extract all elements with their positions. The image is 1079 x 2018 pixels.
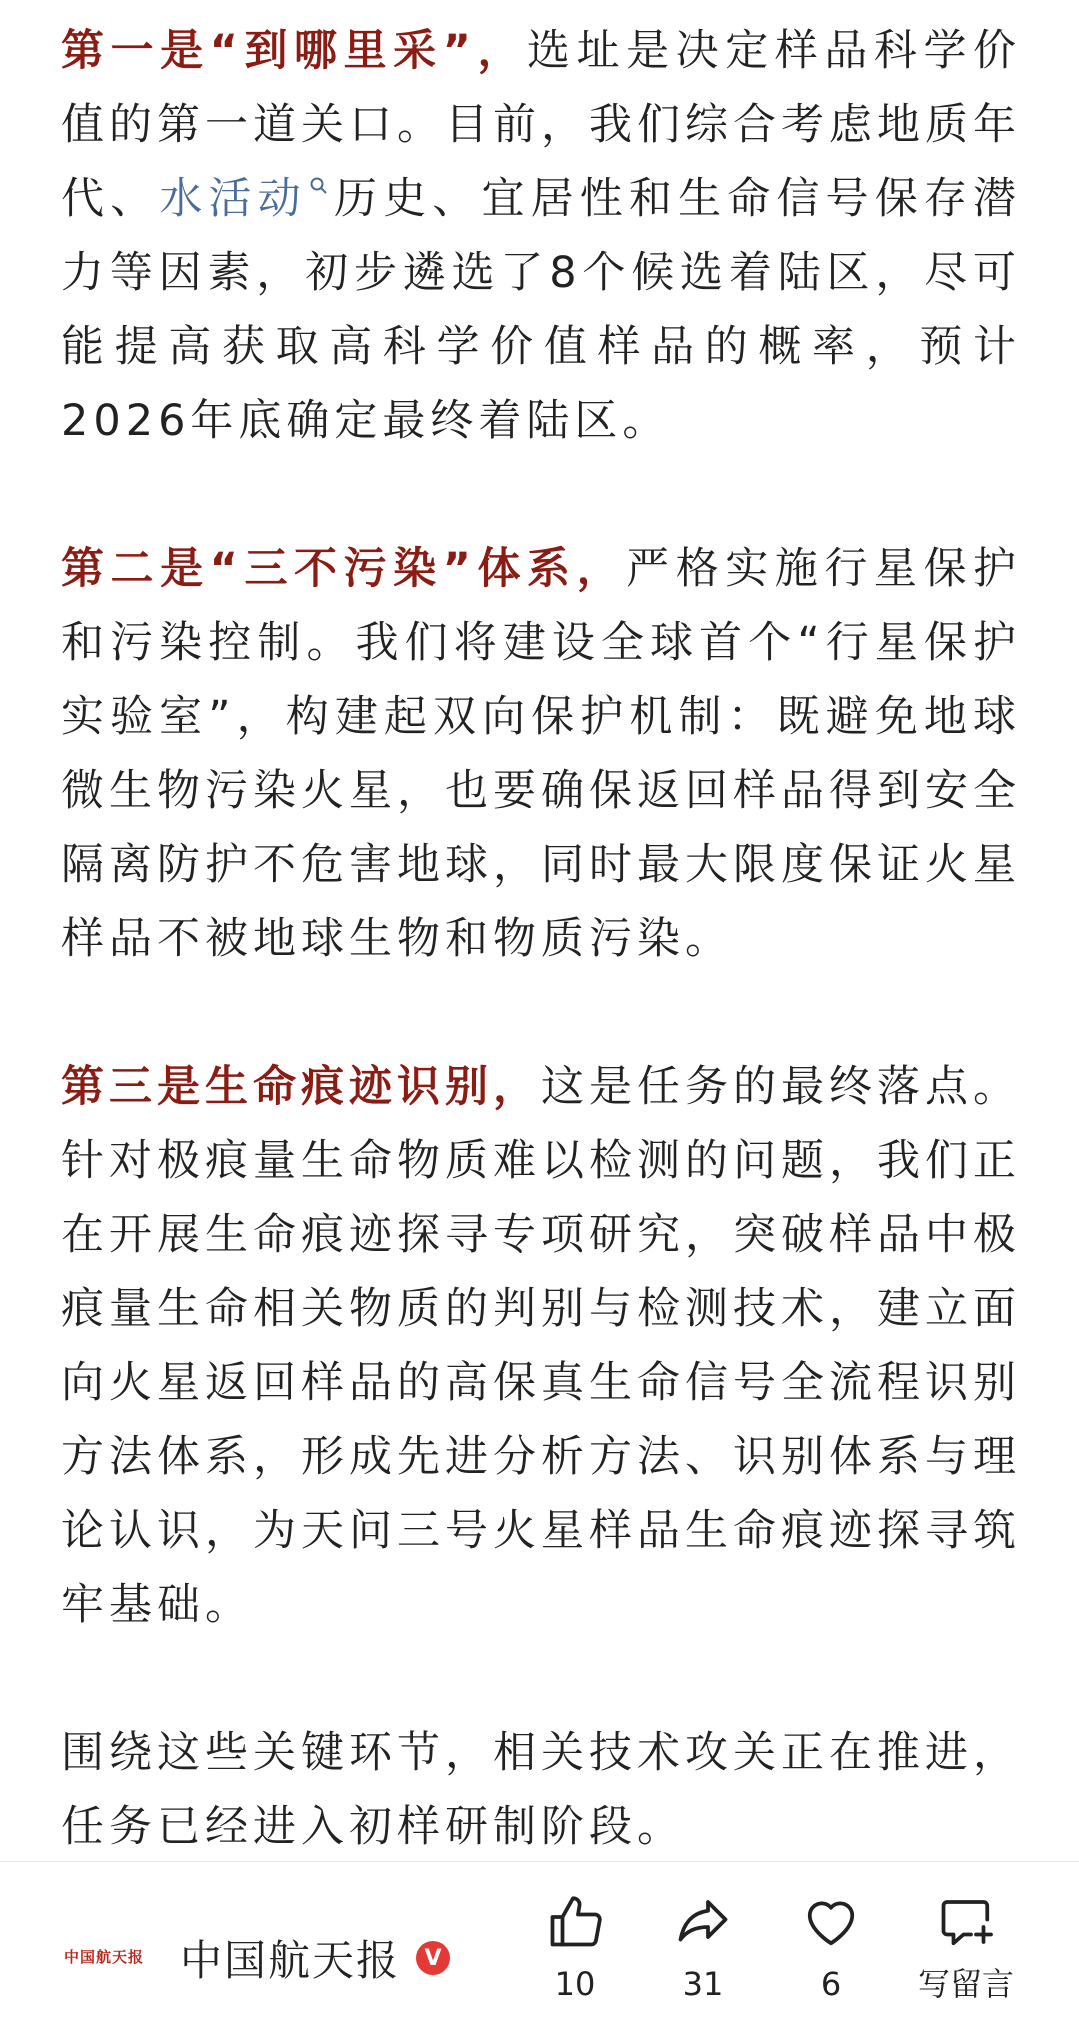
share-button[interactable] [648,1890,758,2002]
account-logo[interactable]: 中国航天报 [63,1947,144,1966]
favorite-count: 6 [820,1965,842,2003]
paragraph-1-text-a: 选址是决定样品科学价值的第一道关口。目前，我们综合考虑地质年代、 [61,26,1021,224]
comment-icon [906,1890,1026,1952]
share-count: 31 [682,1965,724,2003]
search-icon[interactable] [307,162,333,192]
verified-icon: V [416,1941,450,1975]
paragraph-2 [61,532,1021,976]
like-count: 10 [554,1965,596,2003]
paragraph-1-heading: 第一是“到哪里采”， [61,26,528,76]
like-button[interactable] [520,1890,630,2002]
bottom-action-bar [0,1861,1079,2018]
paragraph-4-text: 围绕这些关键环节，相关技术攻关正在推进，任务已经进入初样研制阶段。 [61,1728,1021,1852]
paragraph-3-heading: 第三是生命痕迹识别， [61,1062,541,1112]
paragraph-2-heading: 第二是“三不污染”体系， [61,544,627,594]
heart-icon [776,1890,886,1952]
share-icon [648,1890,758,1952]
paragraph-3-text: 这是任务的最终落点。针对极痕量生命物质难以检测的问题，我们正在开展生命痕迹探寻专项研究，突破样品中极痕量生命相关物质的判别与检测技术，建立面向火星返回样品的高保真生命信号全流程识别方法体系，形成先进分析方法、识别体系与理论认识，为天问三号火星样品生命痕迹探寻筑牢基础。 [61,1062,1021,1630]
paragraph-1 [61,14,1021,458]
paragraph-2-text: 严格实施行星保护和污染控制。我们将建设全球首个“行星保护实验室”，构建起双向保护机制：既避免地球微生物污染火星，也要确保返回样品得到安全隔离防护不危害地球，同时最大限度保证火星样品不被地球生物和物质污染。 [61,544,1021,964]
account-name[interactable]: 中国航天报 [180,1936,401,1985]
thumbs-up-icon [520,1890,630,1952]
water-activity-link[interactable]: 水活动 [159,174,307,224]
paragraph-3 [61,1050,1021,1642]
comment-button[interactable] [906,1890,1026,2002]
favorite-button[interactable] [776,1890,886,2002]
comment-label: 写留言 [917,1965,1014,2003]
paragraph-4 [61,1716,1021,1864]
paragraph-1-text-b: 历史、宜居性和生命信号保存潜力等因素，初步遴选了8个候选着陆区，尽可能提高获取高科学价值样品的概率，预计2026年底确定最终着陆区。 [61,174,1022,446]
article-body [61,14,1021,1864]
